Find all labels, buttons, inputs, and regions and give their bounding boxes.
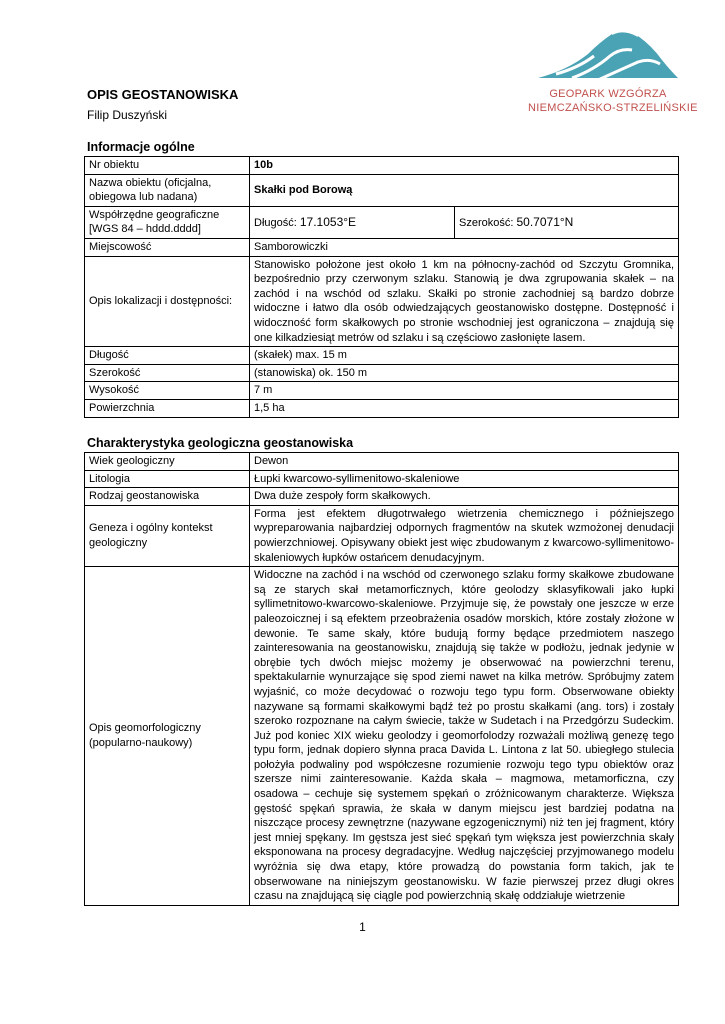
table-row bbox=[85, 347, 679, 365]
length-label: Długość bbox=[85, 347, 250, 365]
document-title: OPIS GEOSTANOWISKA bbox=[87, 87, 239, 102]
latitude-cell bbox=[455, 206, 679, 238]
access-value: Stanowisko położone jest około 1 km na północny-zachód od Szczytu Gromnika, bezpośrednio przy czerwonym szlaku. Stanowią je dwa zgrupowania skałek – na zachód i na wschód od szlaku. Skałki po stronie zachodniej są bardzo dobrze widoczne i łatwo dla osób odwiedzających geostanowisko dostępne. Dostępność i widoczność form skałkowych po stronie wschodniej jest ograniczona – znajdują się one kilkadziesiąt metrów od szlaku i są częściowo zasłonięte lasem. bbox=[250, 256, 679, 347]
table-row bbox=[85, 174, 679, 206]
table-row bbox=[85, 206, 679, 238]
genesis-label: Geneza i ogólny kontekst geologiczny bbox=[85, 505, 250, 566]
name-label: Nazwa obiektu (oficjalna, obiegowa lub nadana) bbox=[85, 174, 250, 206]
table-row bbox=[85, 453, 679, 471]
type-label: Rodzaj geostanowiska bbox=[85, 488, 250, 506]
age-value: Dewon bbox=[250, 453, 679, 471]
area-value: 1,5 ha bbox=[250, 399, 679, 417]
nr-label: Nr obiektu bbox=[85, 157, 250, 175]
logo-line-2: NIEMCZAŃSKO-STRZELIŃSKIE bbox=[528, 102, 698, 114]
table-row bbox=[85, 238, 679, 256]
geomorph-label: Opis geomorfologiczny (popularno-naukowy) bbox=[85, 567, 250, 906]
genesis-value: Forma jest efektem długotrwałego wietrzenia chemicznego i późniejszego wypreparowania najbardziej odpornych fragmentów na skutek wzmożonej denudacji powierzchniowej. Opisywany obiekt jest więc zbudowanym z kwarcowo-syllimenitowo-skaleniowych łupków ostańcem denudacyjnym. bbox=[250, 505, 679, 566]
width-value: (stanowiska) ok. 150 m bbox=[250, 364, 679, 382]
longitude-label: Długość: bbox=[254, 216, 297, 229]
name-value: Skałki pod Borową bbox=[250, 174, 679, 206]
section-heading-geology: Charakterystyka geologiczna geostanowiska bbox=[87, 436, 354, 450]
table-row bbox=[85, 488, 679, 506]
type-value: Dwa duże zespoły form skałkowych. bbox=[250, 488, 679, 506]
table-row bbox=[85, 364, 679, 382]
logo-line-1: GEOPARK WZGÓRZA bbox=[549, 88, 667, 100]
table-row bbox=[85, 399, 679, 417]
access-label: Opis lokalizacji i dostępności: bbox=[85, 256, 250, 347]
document-author: Filip Duszyński bbox=[87, 108, 168, 122]
age-label: Wiek geologiczny bbox=[85, 453, 250, 471]
table-row bbox=[85, 256, 679, 347]
table-row bbox=[85, 567, 679, 906]
geomorph-value: Widoczne na zachód i na wschód od czerwonego szlaku formy skałkowe zbudowane są ze starych skał metamorficznych, które geolodzy sklasyfikowali jako łupki syllimetnitowo-kwarcowo-skaleniowe. Przyjmuje się, że powstały one jeszcze w erze paleozoicznej i są efektem przeobrażenia osadów morskich, które zostały złożone w dewonie. Te same skały, które budują formy będące przedmiotem naszego zainteresowania na geostanowisku, znajdują się także w podłożu, jednak jedynie w obrębie tych dwóch miejsc możemy je obserwować na powierzchni terenu, spektakularnie wynurzające się spod ziemi nawet na kilka metrów. Spróbujmy zatem wyjaśnić, co może decydować o rozwoju tego typu form. Obserwowane obiekty nazywane są formami skałkowymi bądź też po prostu skałkami (ang. tors) i zostały szeroko rozpoznane na całym świecie, także w Sudetach i na Przedgórzu Sudeckim. Już pod koniec XIX wieku geolodzy i geomorfolodzy rozważali możliwą genezę tego typu form, jednak dopiero słynna praca Davida L. Lintona z lat 50. ubiegłego stulecia położyła podwaliny pod współczesne rozumienie rozwoju tego typu obiektów oraz szersze nimi zainteresowanie. Każda skała – magmowa, metamorficzna, czy osadowa – cechuje się systemem spękań o zróżnicowanym charakterze. Większa gęstość spękań sprawia, że skała w danym miejscu jest bardziej podatna na niszczące procesy zewnętrzne (nazywane egzogenicznymi) niż ten jej fragment, który jest mniej spękany. Im gęstsza jest sieć spękań tym większa jest powierzchnia skały eksponowana na procesy degradacyjne. Według najczęściej przyjmowanego modelu wyróżnia się dwa etapy, które prowadzą do powstania form takich, jak te obserwowane na niniejszym geostanowisku. W fazie pierwszej przez długi okres czasu na znajdującą się ciągle pod powierzchnią skałę oddziałuje wietrzenie bbox=[250, 567, 679, 906]
coords-label: Współrzędne geograficzne [WGS 84 – hddd.dddd] bbox=[85, 206, 250, 238]
geology-table bbox=[84, 452, 679, 906]
geopark-mountain-icon bbox=[528, 20, 688, 90]
longitude-cell bbox=[250, 206, 455, 238]
width-label: Szerokość bbox=[85, 364, 250, 382]
table-row bbox=[85, 382, 679, 400]
nr-value: 10b bbox=[250, 157, 679, 175]
place-label: Miejscowość bbox=[85, 238, 250, 256]
table-row bbox=[85, 157, 679, 175]
height-label: Wysokość bbox=[85, 382, 250, 400]
litho-value: Łupki kwarcowo-syllimenitowo-skaleniowe bbox=[250, 470, 679, 488]
latitude-label: Szerokość: bbox=[459, 216, 514, 229]
section-heading-general: Informacje ogólne bbox=[87, 140, 195, 154]
litho-label: Litologia bbox=[85, 470, 250, 488]
table-row bbox=[85, 505, 679, 566]
area-label: Powierzchnia bbox=[85, 399, 250, 417]
height-value: 7 m bbox=[250, 382, 679, 400]
place-value: Samborowiczki bbox=[250, 238, 679, 256]
latitude-value: 50.7071°N bbox=[516, 214, 574, 229]
longitude-value: 17.1053°E bbox=[299, 214, 357, 229]
page-number: 1 bbox=[359, 920, 366, 934]
length-value: (skałek) max. 15 m bbox=[250, 347, 679, 365]
geopark-logo bbox=[528, 20, 698, 116]
table-row bbox=[85, 470, 679, 488]
general-info-table bbox=[84, 156, 679, 418]
